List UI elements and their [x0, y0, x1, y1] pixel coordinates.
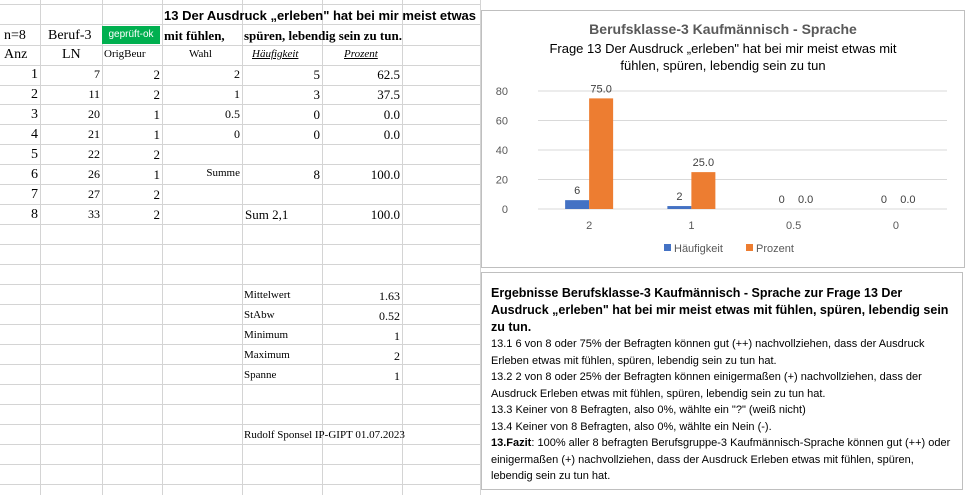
- col-anz: Anz: [4, 47, 28, 62]
- table-cell-ln: 20: [88, 107, 100, 121]
- data-label: 0: [880, 194, 887, 206]
- bar-prozent: [589, 98, 613, 209]
- data-label: 0.0: [797, 194, 814, 206]
- stat-value: 0.52: [379, 309, 400, 323]
- stat-label: Maximum: [244, 349, 290, 361]
- stat-label: Mittelwert: [244, 289, 291, 301]
- table-cell-orig: 2: [153, 187, 160, 202]
- col-ln: LN: [62, 47, 81, 62]
- data-label: 75.0: [590, 83, 612, 96]
- table-cell-ln: 22: [88, 147, 100, 161]
- results-heading: Ergebnisse Berufsklasse-3 Kaufmännisch - Sprache zur Frage 13 Der Ausdruck „erleben" hat bei mir meist etwas mit fühlen, spüren, lebendig sein zu tun.: [491, 286, 949, 334]
- table-cell-ln: 33: [88, 207, 100, 221]
- result-13-3: 13.3 Keiner von 8 Befragten, also 0%, wählte ein "?" (weiß nicht): [491, 404, 806, 416]
- table-cell-proz: 37.5: [377, 87, 400, 102]
- legend-swatch: [746, 244, 753, 251]
- data-label: 0: [778, 194, 785, 206]
- table-cell-ln: 26: [88, 167, 100, 181]
- table-cell-wahl: 0: [234, 127, 240, 141]
- table-cell-wahl: 2: [234, 67, 240, 81]
- table-cell-ln: 21: [88, 127, 100, 141]
- results-textbox[interactable]: [481, 272, 963, 490]
- stat-value: 1: [394, 329, 400, 343]
- legend-swatch: [664, 244, 671, 251]
- table-cell-orig: 2: [153, 87, 160, 102]
- table-cell-ln: 11: [88, 87, 100, 101]
- table-cell-wahl: Summe: [206, 167, 240, 179]
- bar-prozent: [691, 172, 715, 209]
- table-cell-proz: 0.0: [383, 107, 400, 122]
- author-line: Rudolf Sponsel IP-GIPT 01.07.2023: [244, 429, 405, 441]
- fazit-text: : 100% aller 8 befragten Berufsgruppe-3 Kaufmännisch-Sprache können gut (++) oder einigermaßen (+) nachvollziehen, dass der Ausdruck Erleben etwas mit fühlen, spüren, lebendig sein zu tun hat.: [491, 437, 951, 482]
- data-label: 2: [676, 191, 683, 204]
- legend-label: Prozent: [756, 243, 794, 255]
- table-cell-proz: 100.0: [370, 167, 400, 182]
- table-cell-wahl: 0.5: [225, 107, 240, 121]
- y-tick-label: 0: [501, 204, 508, 216]
- result-13-2: 13.2 2 von 8 oder 25% der Befragten können einigermaßen (+) nachvollziehen, dass der Ausdruck Erleben etwas mit fühlen, spüren, lebendig sein zu tun hat.: [491, 371, 922, 400]
- data-label: 0.0: [900, 194, 916, 206]
- question-line-2a: mit fühlen,: [164, 28, 225, 43]
- table-cell-orig: 2: [153, 67, 160, 82]
- table-cell-proz: 0.0: [383, 127, 400, 142]
- bar-haeufigkeit: [667, 206, 691, 209]
- table-cell-wahl: 1: [234, 87, 240, 101]
- stat-value: 1.63: [379, 289, 400, 303]
- table-cell-orig: 2: [153, 147, 160, 162]
- stat-value: 2: [394, 349, 400, 363]
- stat-label: StAbw: [244, 309, 275, 321]
- table-cell-anz: 7: [31, 187, 38, 202]
- y-tick-label: 80: [495, 86, 508, 98]
- table-cell-anz: 6: [31, 167, 38, 182]
- chart-subtitle-1: Frage 13 Der Ausdruck „erleben" hat bei mir meist etwas mit: [549, 41, 897, 56]
- data-label: 6: [574, 185, 581, 198]
- table-cell-anz: 1: [31, 67, 38, 82]
- table-cell-anz: 5: [31, 147, 38, 162]
- legend-label: Häufigkeit: [674, 243, 723, 255]
- chart-title: Berufsklasse-3 Kaufmännisch - Sprache: [589, 21, 857, 37]
- chart-subtitle-2: fühlen, spüren, lebendig sein zu tun: [620, 58, 826, 73]
- result-fazit: [491, 435, 953, 485]
- result-13-1: 13.1 6 von 8 oder 75% der Befragten können gut (++) nachvollziehen, dass der Ausdruck Erleben etwas mit fühlen, spüren, lebendig sein zu tun hat.: [491, 338, 925, 367]
- x-tick-label: 1: [688, 220, 695, 232]
- col-prozent: Prozent: [344, 48, 378, 60]
- x-tick-label: 2: [586, 220, 593, 232]
- data-label: 25.0: [692, 157, 715, 170]
- col-wahl: Wahl: [189, 48, 212, 60]
- question-line-2b: spüren, lebendig sein zu tun.: [244, 28, 402, 43]
- n-count: n=8: [4, 28, 26, 43]
- table-cell-proz: 100.0: [370, 207, 400, 222]
- checked-badge: geprüft-ok: [102, 26, 160, 44]
- stat-label: Spanne: [244, 369, 277, 381]
- y-tick-label: 40: [495, 145, 508, 157]
- table-cell-orig: 1: [153, 167, 160, 182]
- col-origbeur: OrigBeur: [104, 48, 146, 60]
- y-tick-label: 20: [495, 174, 508, 187]
- stat-label: Minimum: [244, 329, 289, 341]
- question-line-1: 13 Der Ausdruck „erleben" hat bei mir meist etwas: [164, 8, 477, 23]
- col-haeufigkeit: Häufigkeit: [252, 48, 299, 60]
- table-cell-anz: 2: [31, 87, 38, 102]
- stat-value: 1: [394, 369, 400, 383]
- table-cell-haeuf: 0: [313, 107, 320, 122]
- table-cell-orig: 2: [153, 207, 160, 222]
- table-cell-haeuf: 5: [313, 67, 320, 82]
- table-cell-anz: 4: [31, 127, 38, 142]
- group-label: Beruf-3: [48, 28, 92, 43]
- table-cell-ln: 7: [94, 67, 100, 81]
- table-cell-anz: 3: [31, 107, 38, 122]
- table-cell-orig: 1: [153, 107, 160, 122]
- x-tick-label: 0: [892, 220, 899, 232]
- table-cell-haeuf: 3: [313, 87, 320, 102]
- table-cell-orig: 1: [153, 127, 160, 142]
- table-cell-haeuf: 8: [313, 167, 320, 182]
- y-tick-label: 60: [495, 115, 508, 128]
- table-cell-ln: 27: [88, 187, 100, 201]
- bar-chart: [482, 11, 964, 267]
- result-13-4: 13.4 Keiner von 8 Befragten, also 0%, wählte ein Nein (-).: [491, 420, 772, 433]
- table-cell-haeuf: 0: [313, 127, 320, 142]
- table-cell-proz: 62.5: [377, 67, 400, 82]
- table-cell-anz: 8: [31, 207, 38, 222]
- bar-haeufigkeit: [565, 200, 589, 209]
- x-tick-label: 0.5: [785, 220, 802, 232]
- fazit-label: 13.Fazit: [491, 437, 532, 449]
- chart-panel[interactable]: [481, 10, 965, 268]
- table-cell-wahl: Sum 2,1: [245, 207, 289, 222]
